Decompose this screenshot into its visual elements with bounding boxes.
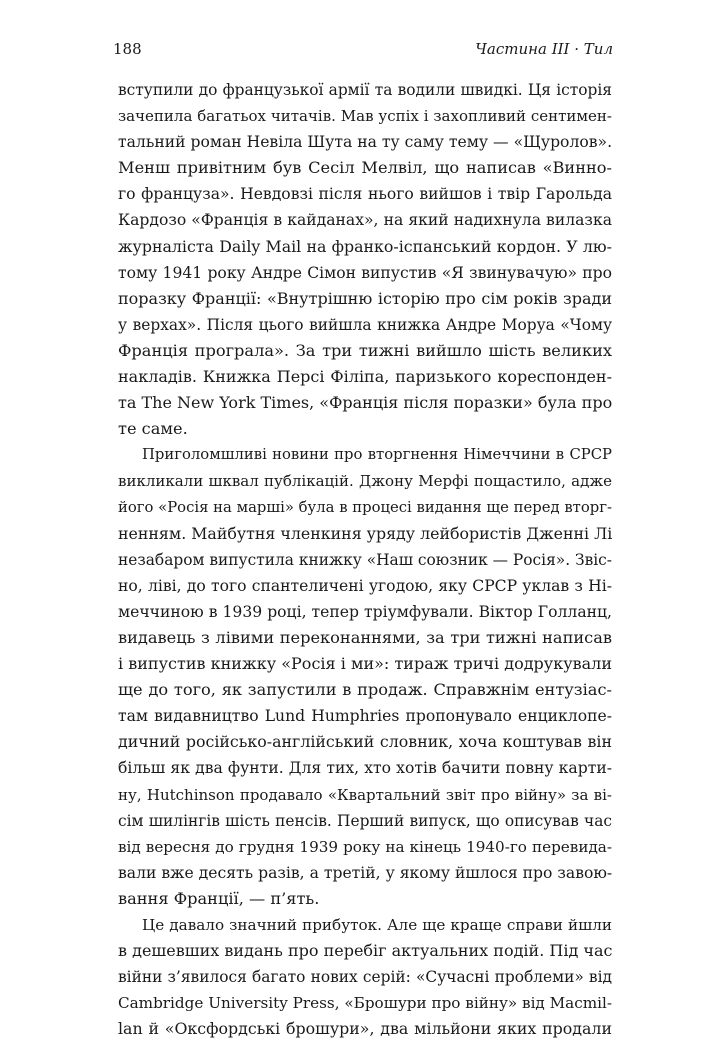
text-line: вання Франції, — п’ять. <box>118 888 320 908</box>
text-line: дичний російсько-англійський словник, хоча коштував він <box>118 732 612 752</box>
text-line: lan й «Оксфордські брошури», два мільйони яких продали <box>118 1019 612 1039</box>
text-line: Це давало значний прибуток. Але ще краще справи йшли <box>142 916 612 934</box>
text-line: у верхах». Після цього вийшла книжка Андре Моруа «Чому <box>118 315 612 334</box>
text-line: зачепила багатьох читачів. Мав успіх і захопливий сентимен- <box>118 107 612 126</box>
text-line: журналіста Daily Mail на франко-іспанський кордон. У лю- <box>118 236 612 256</box>
text-line: те саме. <box>118 419 188 439</box>
body-text <box>118 77 612 1042</box>
text-line: та The New York Times, «Франція після поразки» була про <box>118 393 612 413</box>
text-line: вали вже десять разів, а третій, у якому йшлося про завою- <box>118 863 612 882</box>
text-line: ну, Hutchinson продавало «Квартальний звіт про війну» за ві- <box>118 785 612 804</box>
text-line: більш як два фунти. Для тих, хто хотів бачити повну карти- <box>118 759 612 778</box>
text-line: незабаром випустила книжку «Наш союзник — Росія». Звіс- <box>118 550 612 569</box>
text-line: вступили до французької армії та водили швидкі. Ця історія <box>118 81 612 99</box>
text-line: в дешевших видань про перебіг актуальних подій. Під час <box>118 941 612 961</box>
page-number: 188 <box>113 40 142 58</box>
text-line: його «Росія на марші» була в процесі видання ще перед вторг- <box>118 498 612 516</box>
text-line: війни з’явилося багато нових серій: «Сучасні проблеми» від <box>118 968 612 987</box>
text-line: тальний роман Невіла Шута на ту саму тему — «Щуролов». <box>118 133 612 152</box>
text-line: меччиною в 1939 році, тепер тріумфували. Віктор Голланц, <box>118 602 612 621</box>
running-head <box>113 40 613 62</box>
text-line: тому 1941 року Андре Сімон випустив «Я звинувачую» про <box>118 263 612 282</box>
text-line: ще до того, як запустили в продаж. Справжнім ентузіас- <box>118 680 612 700</box>
text-line: Франція програла». За три тижні вийшло шість великих <box>118 340 612 360</box>
text-line: Cambridge University Press, «Брошури про війну» від Macmil- <box>118 994 612 1013</box>
text-line: ненням. Майбутня членкиня уряду лейбористів Дженні Лі <box>118 523 612 543</box>
text-line: викликали шквал публікацій. Джону Мерфі пощастило, адже <box>118 472 612 491</box>
text-line: го француза». Невдовзі після нього вийшов і твір Гарольда <box>118 185 612 204</box>
text-line: видавець з лівими переконаннями, за три тижні написав <box>118 627 612 647</box>
section-title: Частина III · Тил <box>475 40 613 58</box>
text-line: і випустив книжку «Росія і ми»: тираж тричі додрукували <box>118 654 612 674</box>
text-line: там видавництво Lund Humphries пропонувало енциклопе- <box>118 707 612 726</box>
text-line: Приголомшливі новини про вторгнення Німеччини в СРСР <box>142 446 612 464</box>
text-line: сім шилінгів шість пенсів. Перший випуск, що описував час <box>118 811 612 830</box>
text-line: Менш привітним був Сесіл Мелвіл, що написав «Винно- <box>118 158 612 178</box>
text-line: накладів. Книжка Персі Філіпа, паризького кореспонден- <box>118 367 612 387</box>
text-line: від вересня до грудня 1939 року на кінець 1940-го перевида- <box>118 837 612 856</box>
text-line: Кардозо «Франція в кайданах», на який надихнула вилазка <box>118 211 612 230</box>
text-line: поразку Франції: «Внутрішню історію про сім років зради <box>118 288 612 308</box>
text-line: но, ліві, до того спантеличені угодою, яку СРСР уклав з Ні- <box>118 576 612 595</box>
